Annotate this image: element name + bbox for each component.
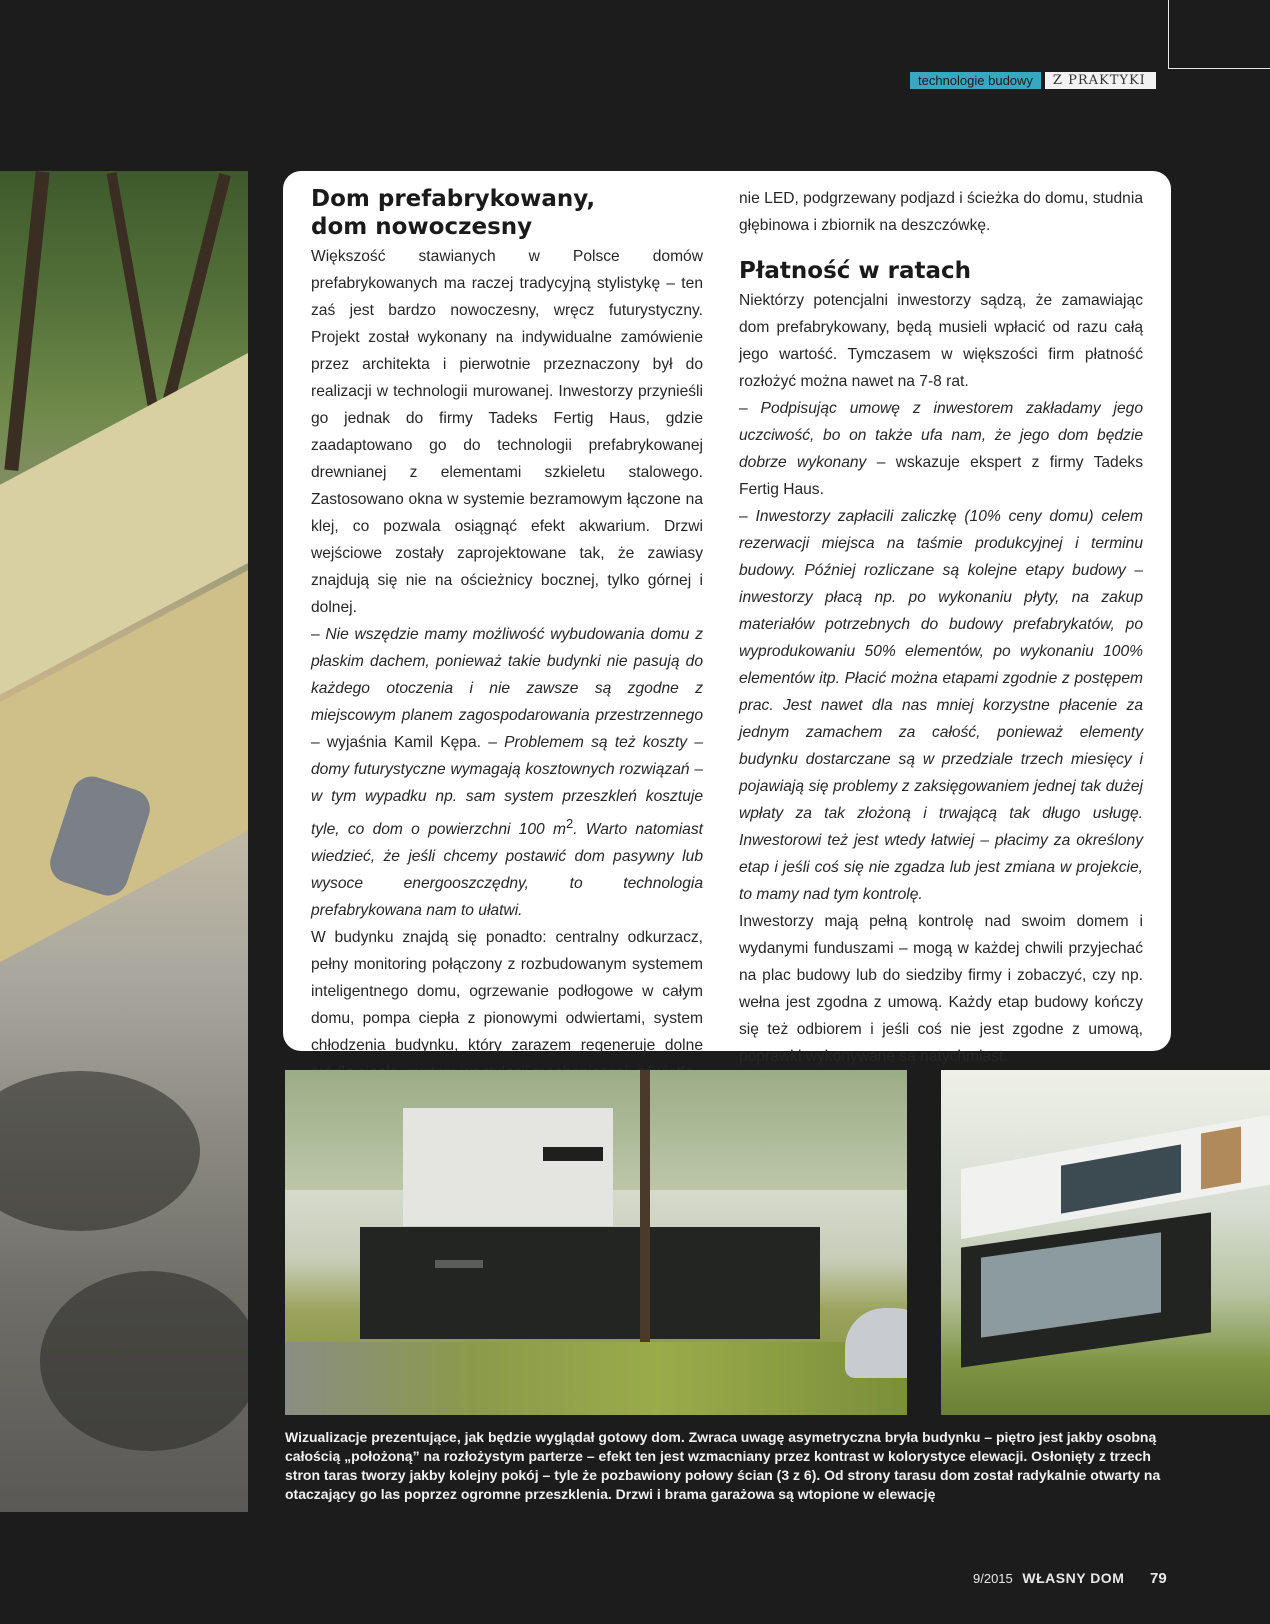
- article-title: Dom prefabrykowany, dom nowoczesny: [311, 186, 596, 240]
- quote-text: Podpisując umowę z inwestorem zakładamy jego uczciwość, bo on także ufa nam, że jego dom będzie dobrze wykonany: [739, 400, 1143, 471]
- dash: –: [739, 508, 756, 525]
- paragraph-quote: [739, 395, 1143, 503]
- car: [845, 1308, 907, 1378]
- paragraph: Niektórzy potencjalni inwestorzy sądzą, że zamawiając dom prefabrykowany, będą musieli wpłacić od razu całą jego wartość. Tymczasem w większości firm płatność rozłożyć można nawet na 7-8 rat.: [739, 292, 1143, 390]
- paragraph: Większość stawianych w Polsce domów prefabrykowanych ma raczej tradycyjną stylistykę – ten zaś jest bardzo nowoczesny, wręcz futurystyczny. Projekt został wykonany na indywidualne zamówienie przez architekta i pierwotnie przeznaczony był do realizacji w technologii murowanej. Inwestorzy przynieśli go jednak do firmy Tadeks Fertig Haus, gdzie zaadaptowano go do technologii prefabrykowanej drewnianej z elementami szkieletu stalowego. Zastosowano okna w systemie bezramowym łączone na klej, co pozwala osiągnąć efekt akwarium. Drzwi wejściowe zostały zaprojektowane tak, że zawiasy znajdują się nie na ościeżnicy bocznej, tylko górnej i dolnej.: [311, 248, 703, 616]
- photo-caption: Wizualizacje prezentujące, jak będzie wyglądał gotowy dom. Zwraca uwagę asymetryczna bryła budynku – piętro jest jakby osobną całością „położoną” na rozłożystym parterze – efekt ten jest wzmacniany przez kontrast w kolorystyce elewacji. Osłonięty z trzech stron taras tworzy jakby kolejny pokój – tyle że pozbawiony połowy ścian (3 z 6). Od strony tarasu dom został radykalnie otwarty na otaczający go las poprzez ogromne przeszklenia. Drzwi i brama garażowa są wtopione w elewację: [285, 1429, 1161, 1502]
- article-card: [283, 171, 1171, 1065]
- quote-text: . Warto natomiast wiedzieć, że jeśli chcemy postawić dom pasywny lub wysoce energooszczędny, to technologia prefabrykowana nam to ułatwi.: [311, 821, 703, 920]
- paragraph: W budynku znajdą się ponadto: centralny odkurzacz, pełny monitoring połączony z rozbudowanym systemem inteligentnego domu, ogrzewanie podłogowe w całym domu, pompa ciepła z pionowymi odwiertami, system chłodzenia budynku, który zarazem regeneruje dolne: [311, 929, 703, 1055]
- tree-trunk: [107, 172, 164, 440]
- tree-trunk: [640, 1070, 650, 1360]
- quote-text: Problemem są też koszty – domy futurystyczne wymagają kosztownych rozwiązań – w tym wypadku np. sam system przeszkleń kosztuje tyle, co dom o powierzchni 100 m: [311, 734, 703, 839]
- article-subtitle: Płatność w ratach: [739, 258, 972, 284]
- dash: –: [739, 400, 761, 417]
- attribution: – wskazuje ekspert z firmy Tadeks Fertig Haus.: [739, 454, 1143, 498]
- visualization-front: [285, 1070, 907, 1415]
- section-label: technologie budowy: [910, 72, 1041, 89]
- shadow: [40, 1271, 248, 1451]
- crop-mark-horizontal: [1168, 68, 1270, 69]
- dash: –: [311, 626, 326, 643]
- wood-panel: [1201, 1126, 1241, 1189]
- subsection-label: Z PRAKTYKI: [1045, 72, 1156, 89]
- paragraph-quote: [311, 621, 703, 924]
- crop-mark-vertical: [1168, 0, 1169, 68]
- issue-number: 9/2015: [973, 1571, 1013, 1586]
- upper-floor: [403, 1108, 613, 1226]
- article-column-right: [739, 185, 1143, 1070]
- page-number: 79: [1149, 1570, 1167, 1587]
- article-column-left: [311, 185, 703, 1086]
- tree-trunk: [4, 171, 49, 471]
- shadow: [0, 1071, 200, 1231]
- construction-photo: [0, 171, 248, 1512]
- driveway-lawn: [285, 1342, 907, 1415]
- paragraph: Inwestorzy mają pełną kontrolę nad swoim domem i wydanymi funduszami – mogą w każdej chwili przyjechać na plac budowy lub do siedziby firmy i zobaczyć, czy np. wełna jest zgodna z umową. Każdy etap budowy kończy się też odbiorem i jeśli coś nie jest zgodne z umową, poprawki wykonywane są natychmiast.: [739, 913, 1143, 1065]
- window: [543, 1147, 603, 1161]
- quote-text: Inwestorzy zapłacili zaliczkę (10% ceny domu) celem rezerwacji miejsca na taśmie produkcyjnej i terminu budowy. Później rozliczane są kolejne etapy budowy – inwestorzy płacą np. po wykonaniu płyty, na zakup materiałów potrzebnych do budowy prefabrykatów, po wyprodukowaniu 50% elementów, po wykonaniu 100% elementów itp. Płacić można etapami zgodnie z postępem prac. Jest nawet dla nas mniej korzystne płacenie za jednym zamachem za całość, ponieważ elementy budynku dostarczane są w przedziale trzech miesięcy i pojawiają się problemy z zaksięgowaniem jednej tak dużej wpłaty za tak złożoną i trwającą tak długo usługę. Inwestorowi też jest wtedy łatwiej – płacimy za określony etap i jeśli coś się nie zgadza lub jest zmiana w projekcie, to mamy nad tym kontrolę.: [739, 508, 1143, 903]
- paragraph-continued: nie LED, podgrzewany podjazd i ścieżka do domu, studnia głębinowa i zbiornik na deszczówkę.: [739, 190, 1143, 234]
- page-footer: [973, 1570, 1167, 1587]
- quote-text: Nie wszędzie mamy możliwość wybudowania domu z płaskim dachem, ponieważ takie budynki nie pasują do każdego otoczenia i nie zawsze są zgodne z miejscowym planem zagospodarowania przestrzennego: [311, 626, 703, 724]
- visualization-terrace: [941, 1070, 1270, 1415]
- paragraph-quote: [739, 503, 1143, 908]
- window: [435, 1260, 483, 1268]
- attribution: – wyjaśnia Kamil Kępa. –: [311, 734, 505, 751]
- ground-floor: [360, 1227, 820, 1339]
- superscript: 2: [565, 816, 574, 831]
- section-header: [910, 72, 1156, 89]
- magazine-name: WŁASNY DOM: [1022, 1570, 1125, 1586]
